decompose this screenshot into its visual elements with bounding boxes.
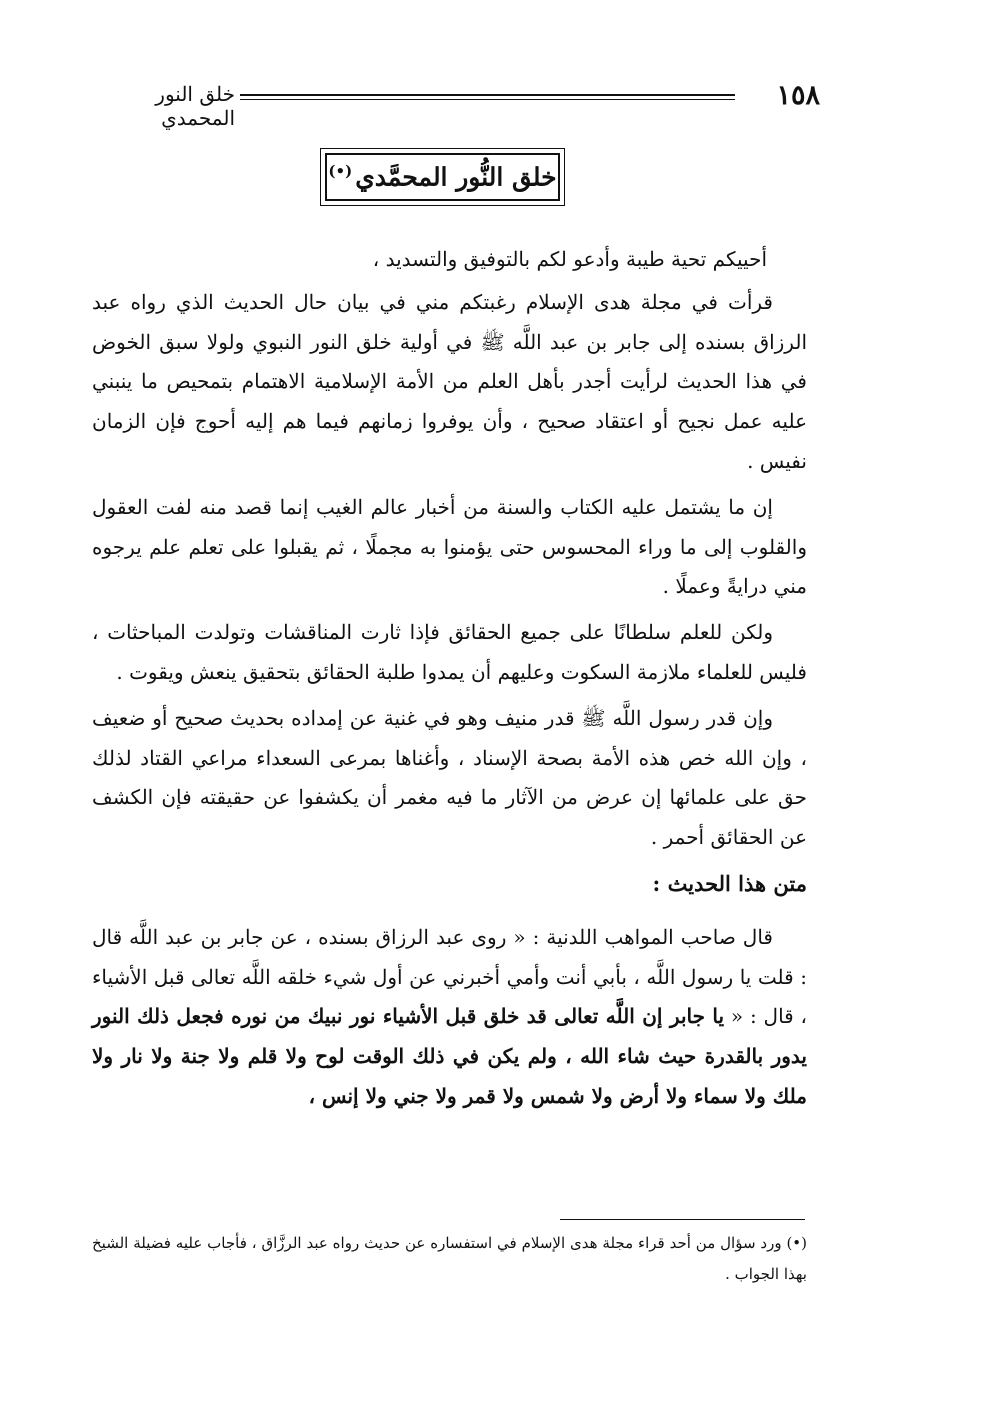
paragraph-5-intro: قال صاحب المواهب اللدنية : « روى عبد الرزاق بسنده ، عن جابر بن عبد اللَّه قال : قلت يا رسول اللَّه ، بأبي أنت وأمي أخبرني عن أول شيء خلقه اللَّه تعالى قبل الأشياء ، قال : « <box>92 924 808 1029</box>
paragraph-5 <box>92 918 807 1117</box>
chapter-title-text: خلق النُّور المحمَّدي <box>355 162 557 192</box>
chapter-title-box <box>320 148 565 206</box>
running-title: خلق النور المحمدي <box>155 82 235 130</box>
paragraph-1: قرأت في مجلة هدى الإسلام رغبتكم مني في بيان حال الحديث الذي رواه عبد الرزاق بسنده إلى جابر بن عبد اللَّه ﷺ في أولية خلق النور النبوي ولولا سبق الخوض في هذا الحديث لرأيت أجدر بأهل العلم من الأمة الإسلامية الاهتمام بتمحيص ما ينبني عليه عمل نجيح أو اعتقاد صحيح ، وأن يوفروا زمانهم فيما هم إليه أحوج فإن الزمان نفيس . <box>92 289 807 473</box>
paragraph-4: وإن قدر رسول اللَّه ﷺ قدر منيف وهو في غنية عن إمداده بحديث صحيح أو ضعيف ، وإن الله خص هذه الأمة بصحة الإسناد ، وأغناها بمرعى السعداء مراعي القتاد لذلك حق على علمائها إن عرض من الآثار ما فيه مغمر أن يكشفوا عن حقيقته فإن الكشف عن الحقائق أحمر . <box>92 705 807 850</box>
section-heading: متن هذا الحديث : <box>652 870 807 896</box>
page-number: ١٥٨ <box>776 80 820 111</box>
header-rule <box>240 94 735 100</box>
footnote: (•) ورد سؤال من أحد قراء مجلة هدى الإسلام في استفساره عن حديث رواه عبد الرزَّاق ، فأجاب عليه فضيلة الشيخ بهذا الجواب . <box>92 1234 807 1283</box>
paragraph-3: ولكن للعلم سلطانًا على جميع الحقائق فإذا ثارت المناقشات وتولدت المباحثات ، فليس للعلماء ملازمة السكوت وعليهم أن يمدوا طلبة الحقائق بتحقيق ينعش ويقوت . <box>92 620 807 684</box>
footnote-rule <box>560 1219 805 1220</box>
hadith-text: يا جابر إن اللَّه تعالى قد خلق قبل الأشياء نور نبيك من نوره فجعل ذلك النور يدور بالقدرة حيث شاء الله ، ولم يكن في ذلك الوقت لوح ولا قلم ولا جنة ولا نار ولا ملك ولا سماء ولا أرض ولا شمس ولا قمر ولا جني ولا إنس ، <box>92 1004 807 1108</box>
paragraph-2: إن ما يشتمل عليه الكتاب والسنة من أخبار عالم الغيب إنما قصد منه لفت العقول والقلوب إلى ما وراء المحسوس حتى يؤمنوا به مجملًا ، ثم يقبلوا على تعلم علم يرجوه مني درايةً وعملًا . <box>92 494 807 599</box>
greeting-paragraph: أحييكم تحية طيبة وأدعو لكم بالتوفيق والتسديد ، <box>372 247 767 271</box>
chapter-title <box>328 162 556 191</box>
body-text <box>92 240 807 1123</box>
title-footnote-marker: (•) <box>328 162 353 181</box>
